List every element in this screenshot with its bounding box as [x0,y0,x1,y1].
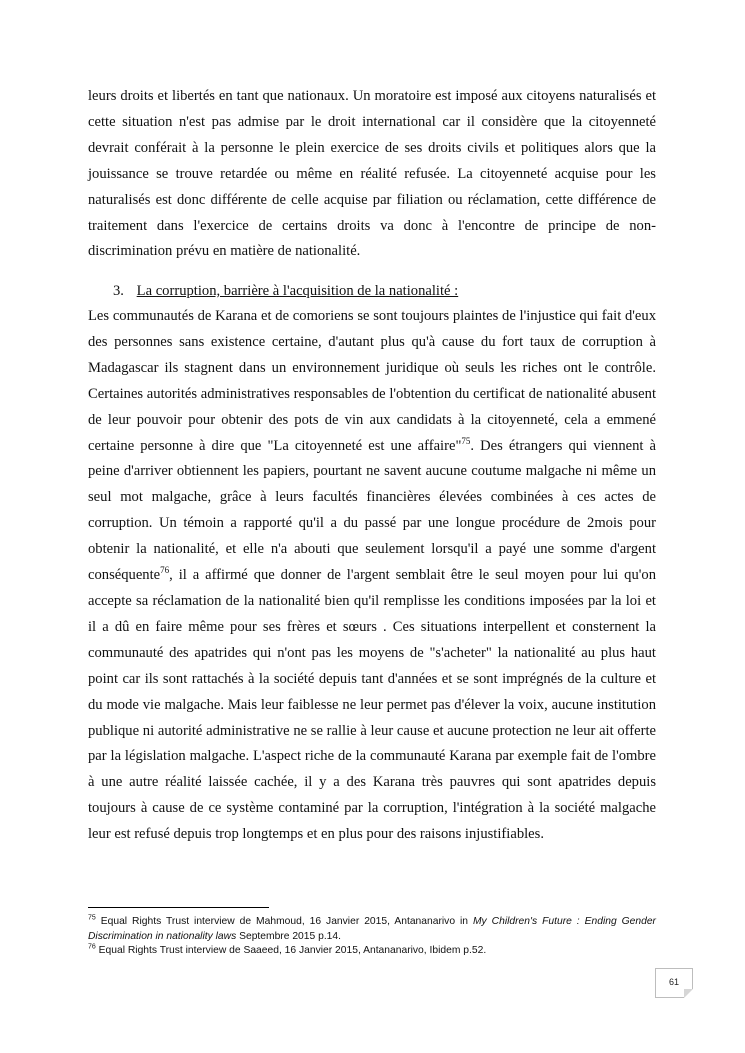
footnote-76 [88,944,656,959]
section-number: 3. [113,283,124,299]
page-number-box [655,968,693,998]
footnotes [88,915,656,959]
footnote-separator [88,907,269,908]
paragraph-continuation: leurs droits et libertés en tant que nationaux. Un moratoire est imposé aux citoyens naturalisés et cette situation n'est pas admise par le droit international car il considère que la citoyenneté devrait conférait à la personne le plein exercice de ses droits civils et politiques alors que la jouissance se trouve retardée ou même en réalité refusée. La citoyenneté acquise pour les naturalisés est donc différente de celle acquise par filiation ou réclamation, cette différence de traitement dans l'exercice de certains droits va donc à l'encontre de principe de non-discrimination prévu en matière de nationalité. [88,88,656,260]
section-heading [113,280,458,302]
footnote-number: 76 [88,943,96,951]
section-title: La corruption, barrière à l'acquisition de la nationalité : [136,283,459,299]
footnote-ref-76[interactable]: 76 [160,565,170,576]
page-number: 61 [668,977,679,987]
footnote-text: Equal Rights Trust interview de Saaeed, 16 Janvier 2015, Antananarivo, Ibidem p.52. [95,945,487,957]
footnote-text-end: Septembre 2015 p.14. [236,930,341,942]
paragraph-text-part2: . Des étrangers qui viennent à peine d'arriver obtiennent les papiers, pourtant ne savent aucune coutume malgache ni même un seul mot malgache, grâce à leurs facultés financières élevées combinées à ces actes de corruption. Un témoin a rapporté qu'il a du passé par une longue procédure de 2mois pour obtenir la nationalité, et elle n'a abouti que seulement lorsqu'il a payé une somme d'argent conséquente [88,437,656,584]
paragraph-corruption [88,304,656,848]
footnote-cited-title: My Children's Future : Ending Gender Discrimination in nationality laws [88,916,656,942]
paragraph-text-part1: Les communautés de Karana et de comoriens se sont toujours plaintes de l'injustice qui fait d'eux des personnes sans existence certaine, d'autant plus qu'à cause du fort taux de corruption à Madagascar ils stagnent dans un environnement juridique où seuls les riches ont le contrôle. Certaines autorités administratives responsables de l'obtention du certificat de nationalité abusent de leur pouvoir pour obtenir des pots de vin aux candidats à la citoyenneté, cela a emmené certaine personne à dire que "La citoyenneté est une affaire" [88,308,656,454]
footnote-75 [88,915,656,944]
footnote-number: 75 [88,914,96,922]
footnote-ref-75[interactable]: 75 [461,435,471,446]
footnote-text: Equal Rights Trust interview de Mahmoud, 16 Janvier 2015, Antananarivo in [95,916,473,927]
paragraph-text-part3: , il a affirmé que donner de l'argent semblait être le seul moyen pour lui qu'on accepte sa réclamation de la nationalité bien qu'il remplisse les conditions imposées par la loi et il a dû en faire même pour ses frères et sœurs . Ces situations interpellent et consternent la communauté des apatrides qui n'ont pas les moyens de "s'acheter" la nationalité au plus haut point car ils sont rattachés à la société depuis tant d'années et se sont imprégnés de la culture et du mode vie malgache. Mais leur faiblesse ne leur permet pas d'élever la voix, aucune institution publique ni autorité administrative ne se rallie à leur cause et aucune protection ne leur ait offerte par la législation malgache. L'aspect riche de la communauté Karana par exemple fait de l'ombre à une autre réalité laissée cachée, il y a des Karana très pauvres qui sont apatrides depuis toujours à cause de ce système contaminé par la corruption, l'intégration à la société malgache leur est refusé depuis trop longtemps et en plus pour des raisons injustifiables. [88,567,656,843]
